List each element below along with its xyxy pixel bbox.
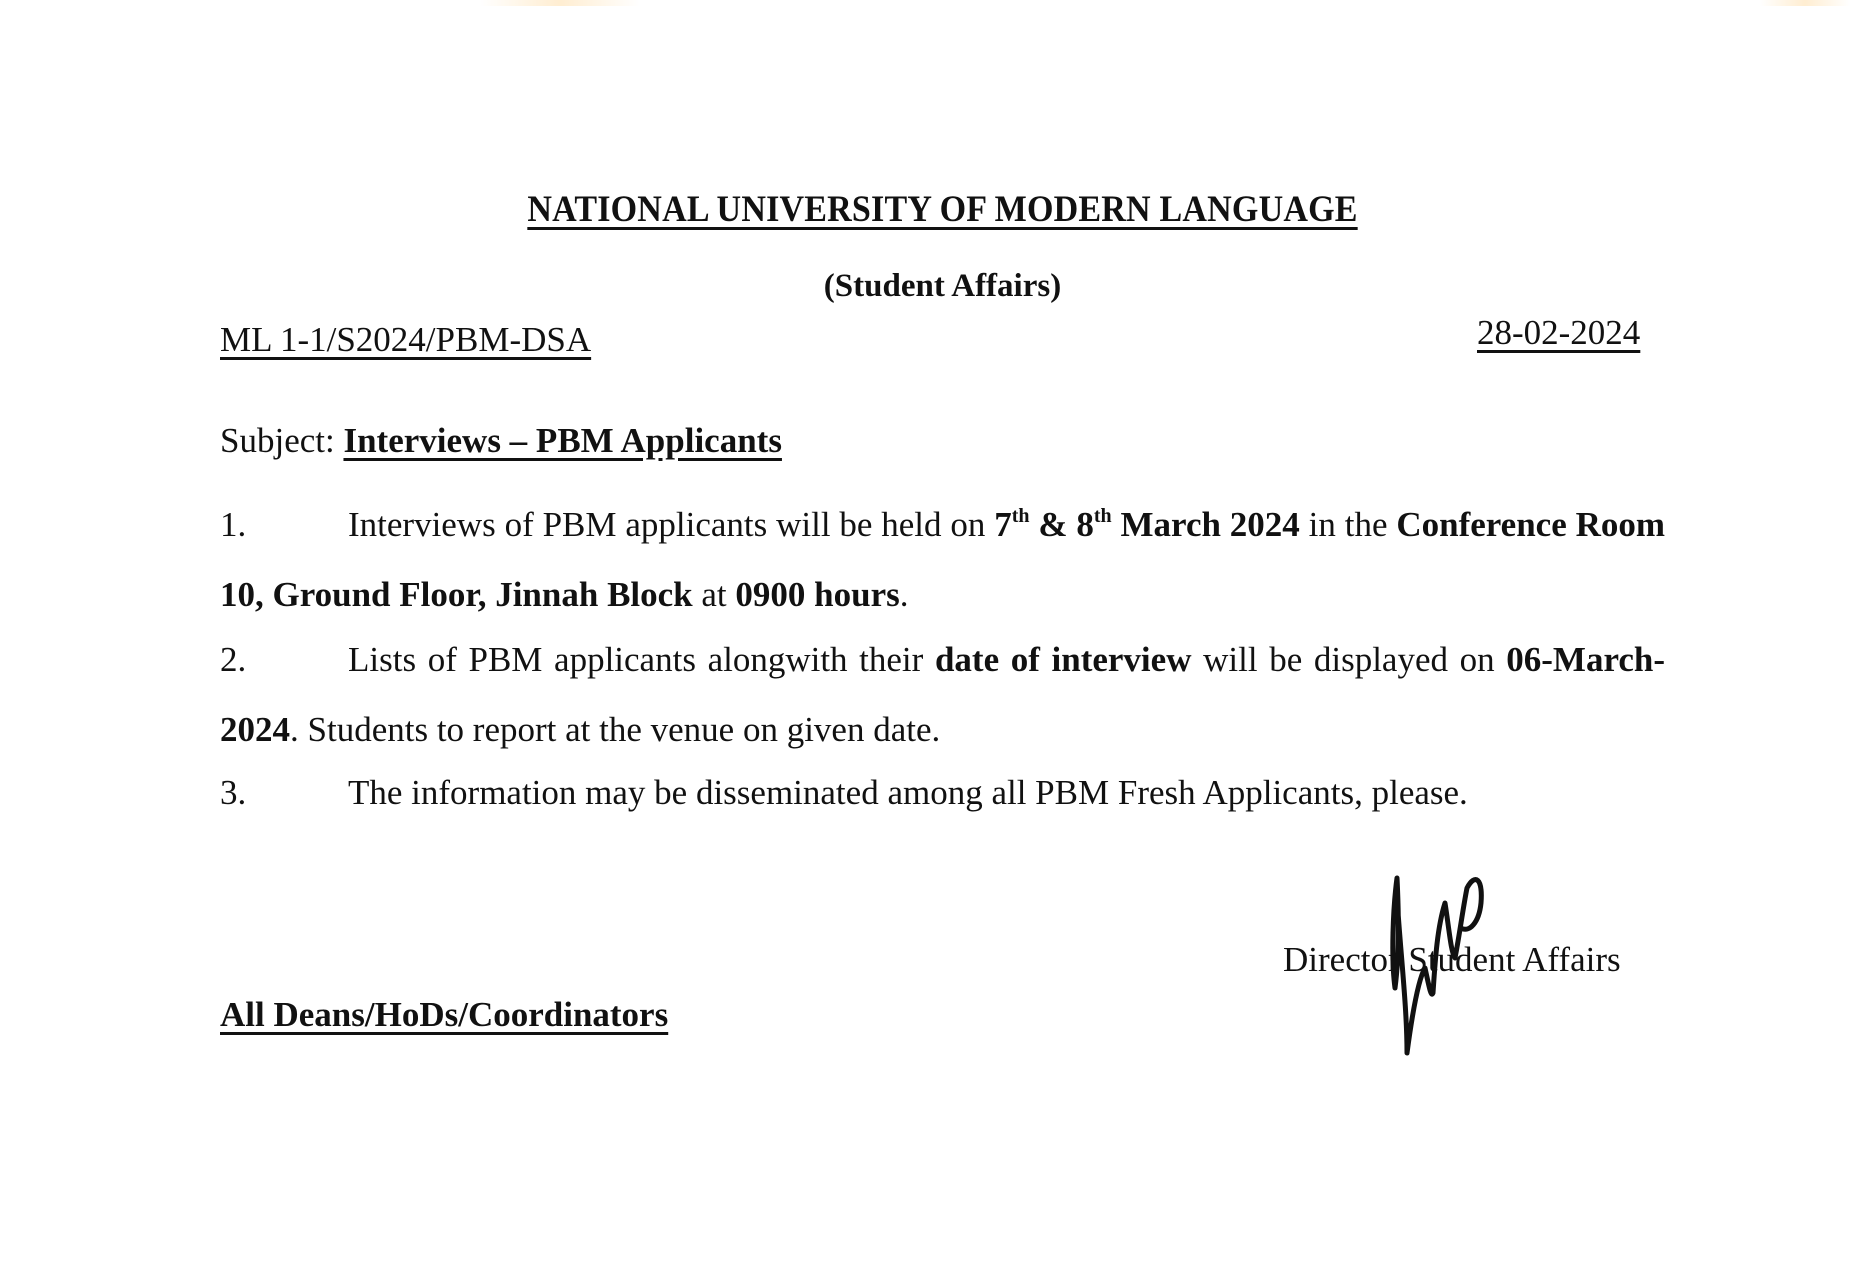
paragraph-number: 2.: [220, 640, 247, 679]
paragraph-text: . Students to report at the venue on given date.: [290, 710, 941, 749]
paragraph-text: will be displayed on: [1191, 640, 1507, 679]
reference-number: ML 1-1/S2024/PBM-DSA: [220, 320, 592, 359]
scan-artifact: [480, 0, 640, 6]
ordinal-suffix: th: [1093, 505, 1112, 527]
paragraph-text: Lists of PBM applicants alongwith their: [348, 640, 935, 679]
institution-title: NATIONAL UNIVERSITY OF MODERN LANGUAGE: [527, 189, 1358, 230]
display-date: 06-March-2024: [220, 640, 1665, 749]
subject-label: Subject:: [220, 421, 335, 460]
signatory-title: Director Student Affairs: [1283, 940, 1621, 979]
department-subtitle: (Student Affairs): [823, 268, 1062, 304]
distribution-list: All Deans/HoDs/Coordinators: [220, 995, 669, 1034]
date-month: March 2024: [1111, 505, 1300, 544]
paragraph-text: Interviews of PBM applicants will be held on: [348, 505, 995, 544]
signature-icon: [1385, 868, 1495, 1068]
scan-artifact: [1760, 0, 1850, 6]
subject-line: [220, 421, 782, 461]
date-day: & 8: [1029, 505, 1094, 544]
paragraph-2: [220, 625, 1665, 765]
paragraph-number: 1.: [220, 505, 247, 544]
paragraph-text: in the: [1299, 505, 1397, 544]
venue: Conference Room 10, Ground Floor, Jinnah Block: [220, 505, 1666, 614]
paragraph-text: .: [899, 575, 909, 614]
paragraph-3: [220, 758, 1665, 828]
interview-time: 0900 hours: [735, 575, 900, 614]
document-date: 28-02-2024: [1477, 313, 1641, 352]
paragraph-text: The information may be disseminated among all PBM Fresh Applicants, please.: [348, 773, 1468, 812]
paragraph-number: 3.: [220, 773, 247, 812]
subject-value: Interviews – PBM Applicants: [343, 421, 782, 460]
paragraph-text: at: [692, 575, 736, 614]
ordinal-suffix: th: [1011, 505, 1030, 527]
emphasis-text: date of interview: [934, 640, 1192, 679]
date-day: 7: [994, 505, 1012, 544]
paragraph-1: [220, 490, 1665, 630]
